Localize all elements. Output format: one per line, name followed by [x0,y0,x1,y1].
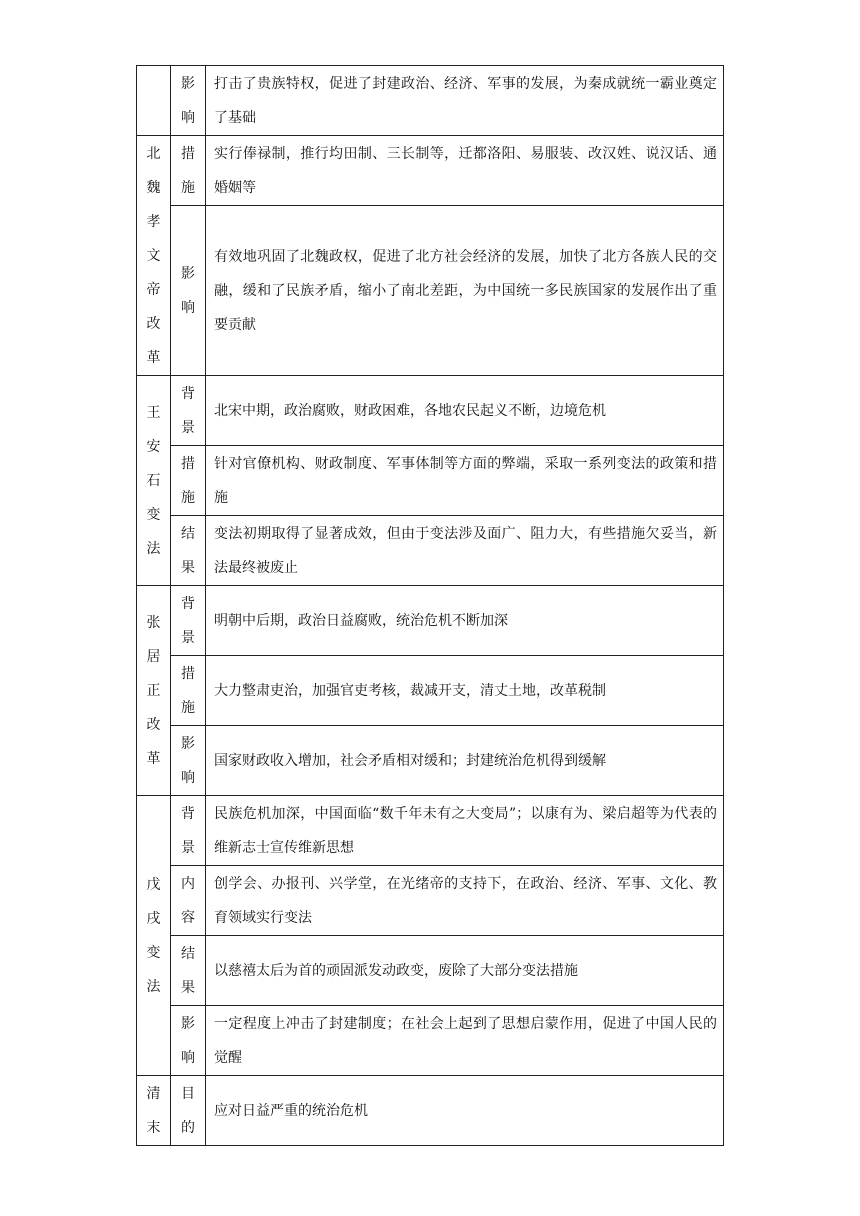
aspect-label: 结果 [180,525,195,576]
reform-name-cell [137,376,171,586]
description-cell: 实行俸禄制，推行均田制、三长制等，迁都洛阳、易服装、改汉姓、说汉话、通婚姻等 [206,136,724,206]
aspect-label: 影响 [180,1015,195,1066]
aspect-label: 内容 [180,875,195,926]
description-cell: 打击了贵族特权，促进了封建政治、经济、军事的发展，为秦成就统一霸业奠定了基础 [206,66,724,136]
table-row [137,1076,724,1146]
aspect-label: 影响 [180,265,195,316]
description-cell: 一定程度上冲击了封建制度；在社会上起到了思想启蒙作用，促进了中国人民的觉醒 [206,1006,724,1076]
table-row [137,376,724,446]
aspect-label-cell [171,1006,206,1076]
aspect-label-cell [171,656,206,726]
table-row [137,866,724,936]
description-cell: 针对官僚机构、财政制度、军事体制等方面的弊端，采取一系列变法的政策和措施 [206,446,724,516]
aspect-label-cell [171,206,206,376]
table-row [137,66,724,136]
aspect-label: 影响 [180,75,195,126]
reform-name: 张居正改革 [146,614,161,767]
reform-table [136,65,724,1146]
reform-name: 王安石变法 [146,404,161,557]
aspect-label: 背景 [180,385,195,436]
table-row [137,136,724,206]
description-cell: 以慈禧太后为首的顽固派发动政变，废除了大部分变法措施 [206,936,724,1006]
reform-name-cell [137,136,171,376]
aspect-label-cell [171,136,206,206]
table-row [137,206,724,376]
reform-name-cell [137,1076,171,1146]
aspect-label: 措施 [180,145,195,196]
description-cell: 大力整肃吏治，加强官吏考核，裁减开支，清丈土地，改革税制 [206,656,724,726]
aspect-label-cell [171,586,206,656]
description-cell: 变法初期取得了显著成效，但由于变法涉及面广、阻力大，有些措施欠妥当，新法最终被废止 [206,516,724,586]
reform-name: 北魏孝文帝改革 [146,145,161,366]
aspect-label: 背景 [180,595,195,646]
table-row [137,1006,724,1076]
description-cell: 国家财政收入增加，社会矛盾相对缓和；封建统治危机得到缓解 [206,726,724,796]
description-cell: 北宋中期，政治腐败，财政困难，各地农民起义不断，边境危机 [206,376,724,446]
reform-name: 清末 [146,1085,161,1136]
aspect-label: 措施 [180,455,195,506]
aspect-label-cell [171,1076,206,1146]
table-row [137,656,724,726]
aspect-label-cell [171,516,206,586]
table-row [137,446,724,516]
aspect-label-cell [171,796,206,866]
aspect-label-cell [171,866,206,936]
reform-name-cell [137,66,171,136]
aspect-label-cell [171,446,206,516]
description-cell: 明朝中后期，政治日益腐败，统治危机不断加深 [206,586,724,656]
aspect-label-cell [171,936,206,1006]
aspect-label: 目的 [180,1085,195,1136]
description-cell: 应对日益严重的统治危机 [206,1076,724,1146]
reform-name: 戊戌变法 [146,876,161,995]
table-row [137,516,724,586]
aspect-label: 背景 [180,805,195,856]
description-cell: 有效地巩固了北魏政权，促进了北方社会经济的发展，加快了北方各族人民的交融，缓和了民族矛盾，缩小了南北差距，为中国统一多民族国家的发展作出了重要贡献 [206,206,724,376]
reform-name-cell [137,796,171,1076]
aspect-label: 措施 [180,665,195,716]
aspect-label-cell [171,376,206,446]
aspect-label: 结果 [180,945,195,996]
description-cell: 民族危机加深，中国面临“数千年未有之大变局”；以康有为、梁启超等为代表的维新志士宣传维新思想 [206,796,724,866]
aspect-label-cell [171,726,206,796]
table-row [137,936,724,1006]
aspect-label-cell [171,66,206,136]
description-cell: 创学会、办报刊、兴学堂，在光绪帝的支持下，在政治、经济、军事、文化、教育领域实行变法 [206,866,724,936]
reform-name-cell [137,586,171,796]
table-row [137,586,724,656]
aspect-label: 影响 [180,735,195,786]
table-row [137,726,724,796]
table-row [137,796,724,866]
